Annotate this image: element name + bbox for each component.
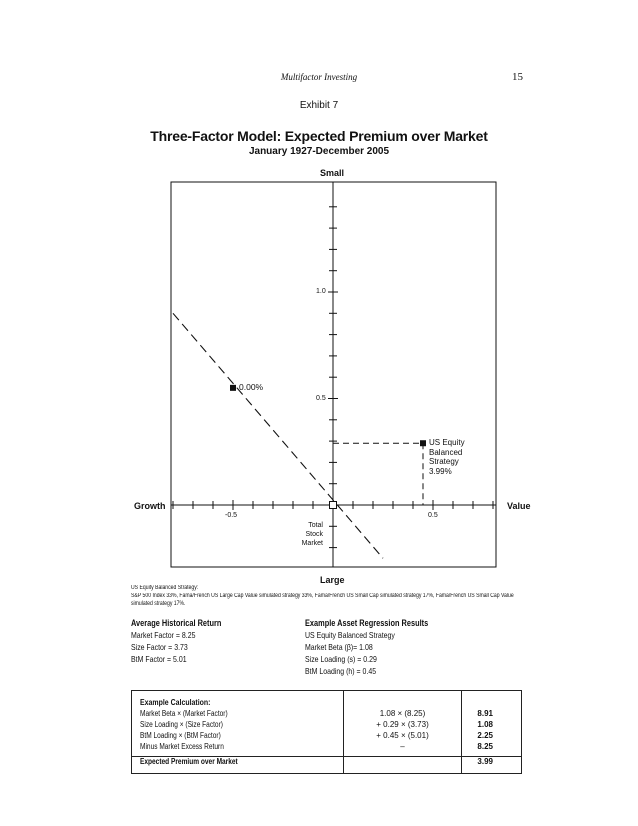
regression-block: [305, 618, 455, 677]
axis-label-value: Value: [507, 501, 531, 511]
calc-formula: –: [400, 742, 405, 751]
calc-footer-empty: [344, 757, 462, 774]
note-text: S&P 500 Index 33%, Fama/French US Large Cap Value simulated strategy 33%, Fama/French US Small Cap simulated strategy 17%, Fama/French US Small Cap Value simulated strategy 17%.: [131, 593, 514, 607]
calc-values-cell: [462, 691, 522, 757]
calc-value: 8.91: [477, 709, 493, 718]
page-number: 15: [512, 71, 523, 83]
regression-line: US Equity Balanced Strategy: [305, 630, 395, 640]
calc-label: BtM Loading × (BtM Factor): [140, 731, 221, 740]
historical-return-line: Market Factor = 8.25: [131, 630, 196, 640]
regression-line: Size Loading (s) = 0.29: [305, 654, 377, 664]
total-stock-market-point: [330, 502, 337, 509]
calc-labels-cell: [132, 691, 344, 757]
historical-return-block: [131, 618, 241, 665]
calc-value: 2.25: [477, 731, 493, 740]
point-label-line: 3.99%: [429, 466, 452, 476]
note-heading: US Equity Balanced Strategy:: [131, 585, 199, 591]
chart-title: Three-Factor Model: Expected Premium over Market: [150, 128, 488, 144]
point-label-line: Strategy: [429, 457, 459, 467]
regression-heading: Example Asset Regression Results: [305, 618, 429, 628]
running-header: Multifactor Investing: [280, 72, 358, 82]
origin-label-line: Total: [308, 522, 323, 529]
point-label-balanced-strategy: [429, 438, 465, 476]
origin-label-total-stock-market: [283, 521, 323, 548]
calc-heading: Example Calculation:: [140, 697, 211, 707]
expected-premium-label: [132, 757, 344, 774]
point-label-line: US Equity: [429, 438, 465, 448]
point-label-zero-premium: 0.00%: [239, 381, 264, 392]
zero-premium-line: [173, 313, 383, 558]
point-label-line: Balanced: [429, 447, 463, 457]
historical-return-line: Size Factor = 3.73: [131, 642, 188, 652]
origin-label-line: Stock: [305, 531, 323, 538]
exhibit-label: Exhibit 7: [299, 100, 339, 111]
x-tick-label: -0.5: [225, 512, 238, 519]
calc-label: Market Beta × (Market Factor): [140, 709, 228, 718]
x-tick-label: 0.5: [428, 512, 438, 519]
strategy-note: [131, 584, 531, 608]
historical-return-line: BtM Factor = 5.01: [131, 654, 187, 664]
y-tick-label: 0.5: [316, 394, 326, 402]
chart-subtitle: January 1927-December 2005: [248, 146, 390, 157]
calc-formula: 1.08 × (8.25): [379, 709, 426, 718]
calc-formula: + 0.45 × (5.01): [376, 731, 429, 740]
expected-premium-label-text: Expected Premium over Market: [140, 757, 238, 766]
regression-line: BtM Loading (h) = 0.45: [305, 666, 377, 676]
calc-footer-row: [132, 757, 522, 774]
calc-body-row: [132, 691, 522, 757]
calc-formula: + 0.29 × (3.73): [376, 720, 429, 729]
historical-return-heading: Average Historical Return: [131, 618, 222, 628]
calc-label: Minus Market Excess Return: [140, 742, 224, 751]
calc-value: 8.25: [477, 742, 493, 751]
expected-premium-value: 3.99: [462, 757, 522, 774]
axis-label-growth: Growth: [134, 501, 166, 511]
calc-label: Size Loading × (Size Factor): [140, 720, 223, 729]
y-tick-label: 1.0: [316, 288, 326, 295]
calculation-table: [131, 690, 522, 774]
axis-label-large: Large: [320, 575, 345, 585]
balanced-strategy-point: [420, 440, 426, 446]
zero-premium-point: [230, 385, 236, 391]
regression-line: Market Beta (β)= 1.08: [305, 642, 373, 652]
calc-value: 1.08: [477, 720, 493, 729]
origin-label-line: Market: [301, 540, 323, 547]
calc-formulas-cell: [344, 691, 462, 757]
axis-label-small: Small: [320, 168, 345, 178]
